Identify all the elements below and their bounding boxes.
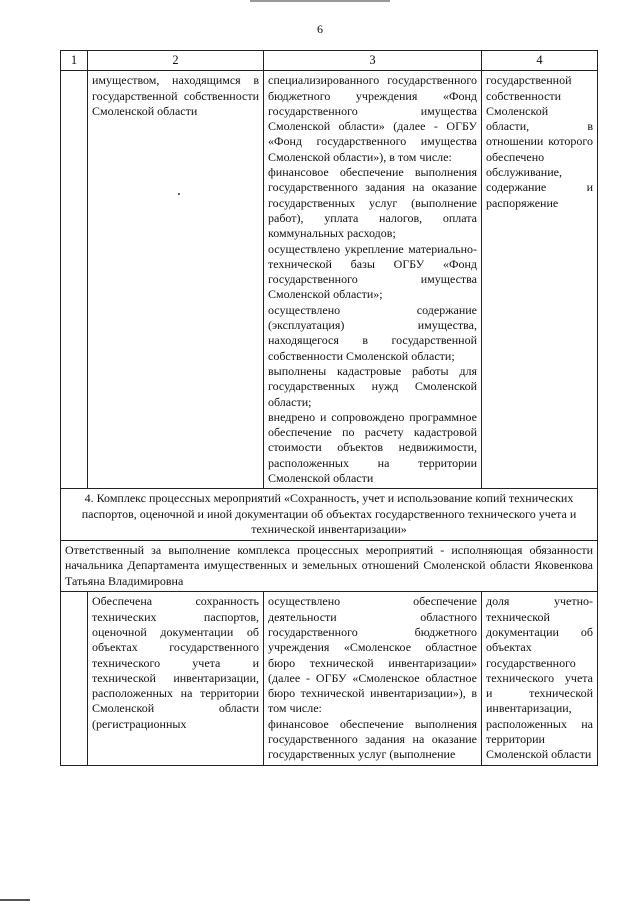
row1-col2: имуществом, находящимся в государственной собственности Смоленской области	[88, 71, 264, 489]
row1-col4: государственной собственности Смоленской области, в отношении которого обеспечено обслуживание, содержание и распоряжение	[482, 71, 598, 489]
responsible-row	[61, 540, 598, 592]
header-col-2: 2	[88, 51, 264, 71]
row1-col3-para-1: специализированного государственного бюджетного учреждения «Фонд государственного имущества Смоленской области» (далее - ОГБУ «Фонд государственного имущества Смоленской области»), в том числе:	[268, 73, 477, 164]
header-col-1: 1	[61, 51, 88, 71]
header-col-4: 4	[482, 51, 598, 71]
section-row	[61, 489, 598, 541]
row1-col3-para-6: внедрено и сопровождено программное обеспечение по расчету кадастровой стоимости объектов недвижимости, расположенных на территории Смоленской области	[268, 409, 477, 486]
row1-col3-para-3: осуществлено укрепление материально-технической базы ОГБУ «Фонд государственного имущества Смоленской области»;	[268, 241, 477, 302]
responsible-person: Ответственный за выполнение комплекса процессных мероприятий - исполняющая обязанности начальника Департамента имущественных и земельных отношений Смоленской области Яковенкова Татьяна Владимировна	[61, 540, 598, 592]
row1-col3-para-4: осуществлено содержание (эксплуатация) имущества, находящегося в государственной собственности Смоленской области;	[268, 302, 477, 363]
row1-col3-para-2: финансовое обеспечение выполнения государственного задания на оказание государственных услуг (выполнение работ), уплата налогов, оплата коммунальных расходов;	[268, 165, 477, 241]
section-4-title: 4. Комплекс процессных мероприятий «Сохранность, учет и использование копий технических паспортов, оценочной и иной документации об объектах государственного технического учета и технической инвентаризации»	[61, 489, 598, 541]
table-row	[61, 71, 598, 489]
row2-col3-para-1: осуществлено обеспечение деятельности областного государственного бюджетного учреждения «Смоленское областное бюро технической инвентаризации» (далее - ОГБУ «Смоленское областное бюро технической инвентаризации»), в том числе:	[268, 594, 477, 716]
scan-dot	[178, 193, 180, 195]
row2-col1	[61, 592, 88, 765]
document-table	[60, 50, 598, 766]
row1-col3-para-5: выполнены кадастровые работы для государственных нужд Смоленской области;	[268, 363, 477, 409]
row1-col1	[61, 71, 88, 489]
row2-col2: Обеспечена сохранность технических паспортов, оценочной документации об объектах государственного технического учета и технической инвентаризации, расположенных на территории Смоленской области (регистрационных	[88, 592, 264, 765]
scan-artifact-bottom	[0, 899, 30, 901]
page-number: 6	[317, 22, 323, 36]
header-col-3: 3	[264, 51, 482, 71]
row2-col4: доля учетно-технической документации об объектах государственного технического учета и технической инвентаризации, расположенных на территории Смоленской области	[482, 592, 598, 765]
row2-col3-para-2: финансовое обеспечение выполнения государственного задания на оказание государственных услуг (выполнение	[268, 716, 477, 762]
table-row	[61, 592, 598, 765]
row2-col3	[264, 592, 482, 765]
row1-col3	[264, 71, 482, 489]
scan-artifact-top	[250, 0, 390, 2]
header-row	[61, 51, 598, 71]
